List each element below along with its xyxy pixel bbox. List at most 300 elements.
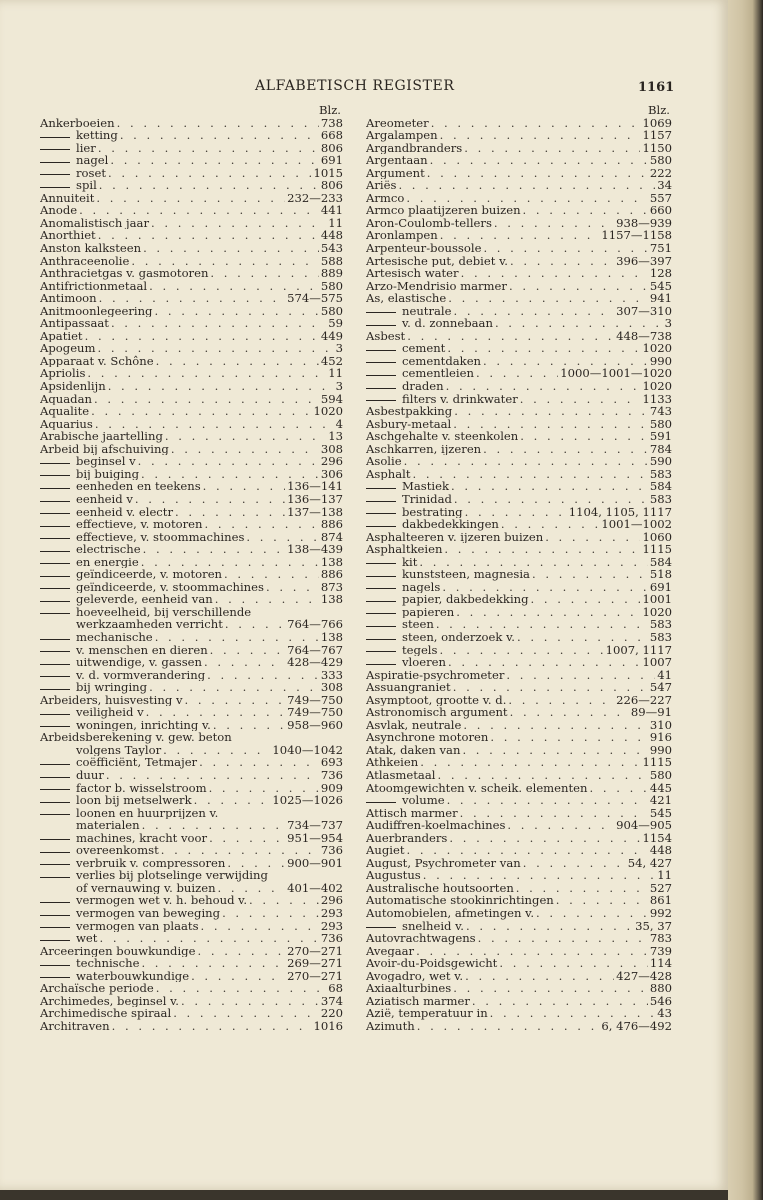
index-entry — [40, 506, 343, 519]
dot-leader — [141, 556, 319, 569]
repeat-dash — [40, 601, 70, 602]
entry-term: Arpenteur-boussole — [366, 242, 482, 255]
entry-page-ref: 749—750 — [287, 706, 343, 719]
entry-term: Apriolis — [40, 367, 86, 381]
index-entry — [40, 355, 343, 368]
dot-leader — [213, 719, 285, 732]
index-entry — [366, 280, 672, 293]
entry-term: verbruik v. compressoren — [76, 856, 226, 870]
entry-page-ref: 136—141 — [287, 480, 343, 493]
entry-page-ref: 900—901 — [287, 856, 343, 870]
index-entry — [366, 292, 672, 305]
repeat-dash — [40, 802, 70, 803]
index-entry — [40, 756, 343, 769]
index-entry — [40, 857, 343, 870]
entry-term: Antipassaat — [40, 317, 109, 330]
repeat-dash — [40, 864, 70, 865]
index-entry — [366, 380, 672, 393]
index-entry — [366, 756, 672, 769]
dot-leader — [420, 756, 640, 769]
dot-leader — [453, 681, 648, 694]
index-entry — [366, 706, 672, 719]
dot-leader — [536, 907, 648, 920]
entry-term: papier, dakbedekking — [402, 593, 529, 606]
dot-leader — [506, 669, 655, 682]
dot-leader — [215, 593, 319, 606]
entry-page-ref: 1020 — [642, 605, 672, 619]
index-entry — [40, 418, 343, 431]
index-entry — [40, 305, 343, 318]
repeat-dash — [40, 789, 70, 790]
entry-term: Armco — [366, 191, 405, 205]
entry-term: Aron-Coulomb-tellers — [366, 216, 492, 230]
entry-term: Axiaalturbines — [366, 982, 452, 995]
repeat-dash — [366, 375, 396, 376]
index-entry — [40, 380, 343, 393]
index-entry — [366, 581, 672, 594]
index-entry — [40, 731, 343, 744]
entry-page-ref: 220 — [320, 1007, 343, 1020]
dot-leader — [510, 255, 614, 268]
page-title: ALFABETISCH REGISTER — [255, 78, 455, 94]
entry-page-ref: 448 — [320, 229, 343, 243]
entry-term: tegels — [402, 643, 438, 657]
entry-term: volgens Taylor — [76, 743, 162, 757]
dot-leader — [149, 280, 319, 293]
entry-term: Atoomgewichten v. scheik. elementen — [366, 781, 588, 795]
index-entry — [40, 819, 343, 832]
index-entry — [366, 894, 672, 907]
index-entry — [366, 606, 672, 619]
dot-leader — [141, 957, 285, 970]
dot-leader — [440, 129, 641, 142]
entry-page-ref: 909 — [320, 781, 343, 795]
entry-page-ref: 734—737 — [287, 819, 343, 832]
entry-term: wet — [76, 932, 98, 945]
index-entry — [40, 920, 343, 933]
blz-label: Blz. — [647, 103, 670, 117]
dot-leader — [199, 756, 319, 769]
repeat-dash — [40, 977, 70, 978]
index-entry — [366, 154, 672, 167]
blz-label: Blz. — [318, 103, 341, 117]
entry-term: Attisch marmer — [366, 806, 458, 820]
dot-leader — [96, 192, 285, 205]
entry-page-ref: 3 — [664, 317, 672, 330]
entry-term: materialen — [76, 819, 140, 832]
dot-leader — [531, 593, 641, 606]
dot-leader — [222, 907, 319, 920]
entry-page-ref: 557 — [649, 191, 672, 205]
dot-leader — [483, 242, 647, 255]
index-entry — [366, 506, 672, 519]
index-entry — [366, 957, 672, 970]
dot-leader — [120, 129, 319, 142]
dot-leader — [191, 970, 285, 983]
repeat-dash — [366, 488, 396, 489]
entry-page-ref: 668 — [320, 129, 343, 142]
entry-page-ref: 308 — [320, 442, 343, 456]
entry-page-ref: 1040—1042 — [272, 743, 343, 757]
entry-term: Aronlampen — [366, 229, 438, 243]
entry-term: en energie — [76, 555, 139, 569]
index-entry — [40, 142, 343, 155]
entry-page-ref: 138 — [320, 555, 343, 569]
entry-page-ref: 427—428 — [616, 969, 672, 983]
index-entry — [40, 242, 343, 255]
index-entry — [40, 744, 343, 757]
dot-leader — [110, 154, 318, 167]
entry-term: vermogen van beweging — [76, 907, 221, 920]
entry-term: Areometer — [366, 116, 429, 130]
entry-term: coëfficiënt, Tetmajer — [76, 756, 198, 769]
index-entry — [40, 794, 343, 807]
dot-leader — [407, 844, 648, 857]
entry-term: Automobielen, afmetingen v. — [366, 907, 535, 920]
book-spine — [728, 0, 763, 1200]
entry-term: Aspiratie-psychrometer — [366, 668, 505, 682]
dot-leader — [227, 857, 285, 870]
index-entry — [366, 167, 672, 180]
index-entry — [40, 405, 343, 418]
repeat-dash — [40, 513, 70, 514]
repeat-dash — [40, 538, 70, 539]
entry-term: Astronomisch argument — [366, 706, 508, 719]
repeat-dash — [40, 149, 70, 150]
entry-page-ref: 114 — [649, 957, 672, 970]
index-entry — [40, 556, 343, 569]
entry-term: factor b. wisselstroom — [76, 781, 207, 795]
dot-leader — [117, 117, 319, 130]
repeat-dash — [366, 325, 396, 326]
dot-leader — [590, 782, 648, 795]
index-entry — [40, 367, 343, 380]
entry-term: effectieve, v. motoren — [76, 518, 203, 531]
dot-leader — [463, 719, 647, 732]
index-entry — [40, 932, 343, 945]
entry-term: steen, onderzoek v. — [402, 630, 515, 644]
entry-page-ref: 580 — [320, 304, 343, 318]
index-entry — [366, 593, 672, 606]
entry-page-ref: 222 — [649, 166, 672, 180]
dot-leader — [224, 568, 319, 581]
dot-leader — [464, 142, 640, 155]
dot-leader — [143, 543, 286, 556]
entry-page-ref: 1020 — [642, 380, 672, 393]
entry-term: Avogadro, wet v. — [366, 969, 464, 983]
repeat-dash — [366, 388, 396, 389]
entry-term: ketting — [76, 129, 118, 142]
index-entry — [366, 330, 672, 343]
entry-term: Asbestpakking — [366, 405, 453, 418]
entry-term: Azië, temperatuur in — [366, 1007, 488, 1020]
index-entry — [366, 681, 672, 694]
dot-leader — [185, 694, 286, 707]
entry-term: Ariës — [366, 179, 397, 192]
dot-leader — [453, 305, 614, 318]
index-entry — [40, 568, 343, 581]
dot-leader — [94, 393, 319, 406]
entry-page-ref: 136—137 — [287, 492, 343, 506]
entry-term: volume — [402, 794, 445, 807]
index-entry — [366, 518, 672, 531]
entry-page-ref: 1115 — [642, 543, 672, 556]
index-entry — [366, 455, 672, 468]
index-entry — [40, 117, 343, 130]
dot-leader — [520, 393, 641, 406]
index-entry — [366, 393, 672, 406]
index-entry — [366, 719, 672, 732]
dot-leader — [545, 531, 640, 544]
dot-leader — [516, 882, 648, 895]
index-entry — [40, 894, 343, 907]
entry-term: uitwendige, v. gassen — [76, 656, 202, 669]
entry-term: Antimoon — [40, 292, 97, 305]
dot-leader — [444, 543, 640, 556]
index-entry — [40, 807, 343, 820]
entry-page-ref: 739 — [649, 944, 672, 958]
index-entry — [40, 204, 343, 217]
entry-term: steen — [402, 618, 434, 631]
index-entry — [40, 907, 343, 920]
entry-term: machines, kracht voor — [76, 831, 208, 845]
dot-leader — [210, 267, 318, 280]
dot-leader — [197, 945, 285, 958]
dot-leader — [156, 355, 319, 368]
index-entry — [366, 631, 672, 644]
index-entry — [366, 242, 672, 255]
dot-leader — [406, 192, 647, 205]
entry-term: Asbury-metaal — [366, 417, 452, 431]
index-entry — [40, 769, 343, 782]
entry-page-ref: 137—138 — [287, 505, 343, 519]
index-entry — [366, 782, 672, 795]
entry-page-ref: 1157—1158 — [601, 229, 672, 243]
index-entry — [40, 581, 343, 594]
entry-term: overeenkomst — [76, 844, 159, 857]
entry-page-ref: 588 — [320, 254, 343, 268]
dot-leader — [448, 292, 648, 305]
dot-leader — [151, 217, 326, 230]
entry-term: Anorthiet — [40, 229, 96, 243]
repeat-dash — [366, 601, 396, 602]
index-entry — [40, 957, 343, 970]
entry-page-ref: 691 — [320, 154, 343, 167]
repeat-dash — [40, 187, 70, 188]
repeat-dash — [40, 915, 70, 916]
index-entry — [40, 606, 343, 619]
dot-leader — [209, 782, 319, 795]
dot-leader — [181, 995, 319, 1008]
dot-leader — [483, 443, 648, 456]
dot-leader — [163, 744, 270, 757]
index-entry — [40, 280, 343, 293]
dot-leader — [462, 744, 647, 757]
index-entry — [366, 342, 672, 355]
index-entry — [40, 1020, 343, 1033]
entry-page-ref: 806 — [320, 179, 343, 192]
dot-leader — [175, 506, 285, 519]
index-entry — [366, 731, 672, 744]
index-entry — [366, 192, 672, 205]
index-entry — [366, 317, 672, 330]
entry-page-ref: 13 — [328, 430, 343, 443]
entry-page-ref: 449 — [320, 329, 343, 343]
entry-term: Asphalteeren v. ijzeren buizen — [366, 530, 544, 544]
dot-leader — [439, 644, 603, 657]
dot-leader — [99, 179, 319, 192]
dot-leader — [461, 267, 648, 280]
entry-term: Apsidenlijn — [40, 380, 106, 393]
entry-page-ref: 34 — [657, 179, 672, 192]
entry-page-ref: 68 — [328, 982, 343, 995]
entry-term: Atlasmetaal — [366, 768, 436, 782]
repeat-dash — [366, 400, 396, 401]
index-entry — [366, 443, 672, 456]
entry-term: kit — [402, 555, 418, 569]
repeat-dash — [366, 626, 396, 627]
entry-term: Avoir-du-Poidsgewicht — [366, 957, 498, 970]
index-entry — [40, 493, 343, 506]
entry-term: Aschkarren, ijzeren — [366, 442, 482, 456]
entry-page-ref: 1060 — [642, 530, 672, 544]
entry-term: Assuangraniet — [366, 681, 451, 694]
entry-term: August, Psychrometer van — [366, 856, 521, 870]
dot-leader — [431, 117, 641, 130]
dot-leader — [225, 618, 285, 631]
entry-page-ref: 584 — [649, 480, 672, 493]
dot-leader — [407, 330, 614, 343]
entry-page-ref: 296 — [320, 894, 343, 907]
entry-page-ref: 738 — [320, 116, 343, 130]
index-entry — [40, 970, 343, 983]
index-entry — [366, 267, 672, 280]
entry-term: geïndiceerde, v. motoren — [76, 568, 223, 581]
page-header — [0, 78, 728, 98]
index-entry — [366, 832, 672, 845]
repeat-dash — [40, 814, 70, 815]
entry-term: Azimuth — [366, 1019, 415, 1033]
dot-leader — [423, 869, 655, 882]
repeat-dash — [40, 501, 70, 502]
index-entry — [366, 179, 672, 192]
index-entry — [40, 832, 343, 845]
index-entry — [40, 455, 343, 468]
index-entry — [366, 618, 672, 631]
index-entry — [40, 543, 343, 556]
index-entry — [366, 255, 672, 268]
entry-page-ref: 880 — [649, 982, 672, 995]
entry-page-ref: 138—439 — [287, 543, 343, 556]
entry-page-ref: 749—750 — [287, 693, 343, 707]
dot-leader — [499, 957, 648, 970]
entry-page-ref: 3 — [335, 342, 343, 355]
dot-leader — [510, 706, 629, 719]
dot-leader — [523, 204, 648, 217]
entry-page-ref: 916 — [649, 731, 672, 744]
entry-page-ref: 992 — [649, 907, 672, 920]
repeat-dash — [40, 488, 70, 489]
entry-term: effectieve, v. stoommachines — [76, 530, 245, 544]
entry-term: filters v. drinkwater — [402, 392, 518, 406]
repeat-dash — [366, 563, 396, 564]
entry-term: geleverde, eenheid van — [76, 593, 213, 606]
index-entry — [40, 468, 343, 481]
entry-page-ref: 333 — [320, 668, 343, 682]
entry-page-ref: 1001 — [642, 593, 672, 606]
index-entry — [366, 480, 672, 493]
entry-page-ref: 574—575 — [287, 292, 343, 305]
repeat-dash — [40, 877, 70, 878]
entry-term: Anomalistisch jaar — [40, 216, 150, 230]
entry-page-ref: 889 — [320, 267, 343, 280]
entry-page-ref: 861 — [649, 894, 672, 907]
repeat-dash — [40, 689, 70, 690]
repeat-dash — [366, 576, 396, 577]
repeat-dash — [40, 162, 70, 163]
entry-page-ref: 736 — [320, 932, 343, 945]
dot-leader — [201, 920, 319, 933]
entry-term: hoeveelheid, bij verschillende — [76, 605, 252, 619]
entry-term: Archimedes, beginsel v. — [40, 994, 179, 1008]
entry-page-ref: 583 — [649, 630, 672, 644]
entry-term: Aquadan — [40, 392, 92, 406]
dot-leader — [146, 706, 285, 719]
dot-leader — [490, 1007, 656, 1020]
index-entry — [40, 179, 343, 192]
entry-term: Asphalt — [366, 467, 411, 481]
dot-leader — [266, 581, 319, 594]
entry-term: Archaïsche periode — [40, 982, 154, 995]
entry-term: Automatische stookinrichtingen — [366, 894, 554, 907]
entry-page-ref: 518 — [649, 568, 672, 581]
dot-leader — [155, 631, 319, 644]
dot-leader — [416, 945, 648, 958]
dot-leader — [154, 305, 318, 318]
repeat-dash — [40, 576, 70, 577]
entry-page-ref: 806 — [320, 141, 343, 155]
entry-page-ref: 546 — [649, 994, 672, 1008]
entry-page-ref: 736 — [320, 844, 343, 857]
dot-leader — [194, 794, 271, 807]
repeat-dash — [40, 664, 70, 665]
entry-term: of vernauwing v. buizen — [76, 881, 216, 895]
index-entry — [366, 229, 672, 242]
dot-leader — [98, 142, 319, 155]
dot-leader — [501, 518, 599, 531]
entry-page-ref: 6, 476—492 — [601, 1019, 672, 1033]
dot-leader — [135, 493, 285, 506]
entry-page-ref: 448—738 — [616, 329, 672, 343]
index-entry — [366, 844, 672, 857]
entry-term: Antifrictionmetaal — [40, 279, 148, 293]
entry-term: v. menschen en dieren — [76, 643, 208, 657]
index-entry — [40, 518, 343, 531]
index-entry — [366, 744, 672, 757]
dot-leader — [142, 819, 286, 832]
entry-term: Artesisch water — [366, 267, 459, 280]
index-entry — [366, 367, 672, 380]
entry-term: Arabische jaartelling — [40, 430, 163, 443]
entry-term: Apatiet — [40, 329, 83, 343]
index-entry — [40, 782, 343, 795]
dot-leader — [430, 154, 648, 167]
entry-term: cementdaken — [402, 354, 482, 368]
dot-leader — [131, 255, 319, 268]
entry-page-ref: 580 — [649, 417, 672, 431]
index-entry — [40, 982, 343, 995]
dot-leader — [165, 430, 326, 443]
